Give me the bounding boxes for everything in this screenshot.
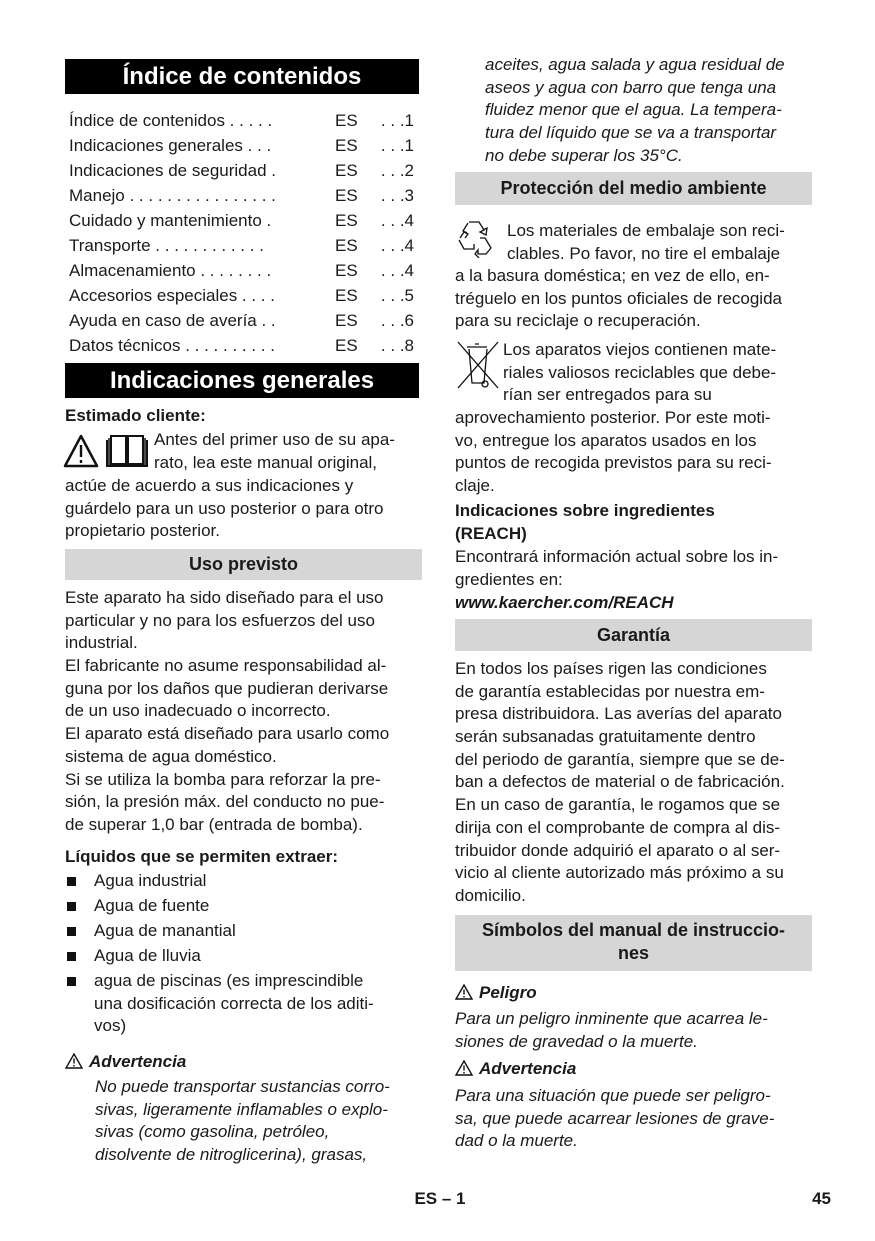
text-line: claje. [455, 476, 495, 496]
text-line: propietario posterior. [65, 521, 220, 541]
text-line: rían ser entregados para su [503, 385, 712, 405]
recycle-text [507, 220, 785, 265]
text-line: vo, entregue los aparatos usados en los [455, 430, 757, 450]
warning-triangle-icon [65, 1053, 83, 1069]
toc-entry-lang: ES [335, 161, 358, 180]
reach-heading [455, 500, 715, 545]
toc-entry-label: Manejo . . . . . . . . . . . . . . . . [69, 186, 276, 205]
toc-entry-page: . . .4 [380, 236, 414, 255]
bullet-square-icon [67, 902, 76, 911]
text-line: tribuidor donde adquirió el aparato o al ser- [455, 840, 781, 860]
text-line: actúe de acuerdo a sus indicaciones y [65, 476, 354, 495]
text-line: aprovechamiento posterior. Por este moti- [455, 408, 771, 427]
toc-entry-label: Indicaciones de seguridad . [69, 161, 276, 180]
text-line: Agua de fuente [94, 896, 210, 915]
toc-entry-label: Transporte . . . . . . . . . . . . [69, 236, 264, 255]
text-line: nes [617, 943, 650, 963]
intended-use-heading: Uso previsto [65, 549, 422, 580]
text-line: vicio al cliente autorizado más próximo a su [455, 863, 784, 883]
danger-text [455, 1008, 768, 1053]
toc-heading: Índice de contenidos [65, 59, 419, 94]
weee-text-cont [455, 407, 772, 498]
toc-entry-lang: ES [335, 261, 358, 280]
list-item [65, 970, 415, 1038]
danger-label: Peligro [479, 983, 537, 1002]
bullet-square-icon [67, 952, 76, 961]
text-line: siones de gravedad o la muerte. [455, 1031, 698, 1051]
toc-entry[interactable] [69, 283, 414, 308]
text-line: vos) [94, 1016, 127, 1036]
text-line: aceites, agua salada y agua residual de [485, 55, 785, 74]
toc-entry-page: . . .1 [380, 111, 414, 130]
general-heading: Indicaciones generales [65, 363, 419, 398]
toc-entry-lang: ES [335, 111, 358, 130]
toc-entry-label: Accesorios especiales . . . . [69, 286, 275, 305]
text-line: Agua de manantial [94, 921, 236, 940]
text-line: Este aparato ha sido diseñado para el uso [65, 588, 384, 607]
warning-manual-icons [63, 432, 151, 477]
toc-entry[interactable] [69, 133, 414, 158]
warning-triangle-icon [63, 432, 151, 472]
toc-entry[interactable] [69, 233, 414, 258]
text-line: una dosificación correcta de los aditi- [94, 993, 374, 1013]
text-line: para su reciclaje o recuperación. [455, 311, 701, 331]
text-line: industrial. [65, 633, 138, 653]
reach-link[interactable]: www.kaercher.com/REACH [455, 593, 674, 612]
text-line: Los materiales de embalaje son reci- [507, 221, 785, 240]
toc-entry-page: . . .2 [380, 161, 414, 180]
text-line: de garantía establecidas por nuestra em- [455, 681, 765, 701]
toc-entry[interactable] [69, 183, 414, 208]
toc-entry-label: Datos técnicos . . . . . . . . . . [69, 336, 275, 355]
text-line: puntos de recogida previstos para su reci- [455, 453, 772, 473]
toc-entry-lang: ES [335, 236, 358, 255]
page-number: 45 [812, 1189, 831, 1208]
text-line: Antes del primer uso de su apa- [154, 430, 395, 449]
text-line: fluidez menor que el agua. La tempera- [485, 100, 782, 120]
text-line: guárdelo para un uso posterior o para otro [65, 498, 384, 518]
warning-triangle-icon [455, 984, 473, 1000]
warning-triangle-icon [455, 1060, 473, 1076]
crossed-bin-icon [455, 339, 501, 391]
warranty-heading: Garantía [455, 619, 812, 651]
toc-entry-label: Almacenamiento . . . . . . . . [69, 261, 272, 280]
text-line: clables. Po favor, no tire el embalaje [507, 243, 781, 263]
toc-entry-lang: ES [335, 311, 358, 330]
toc-entry-page: . . .3 [380, 186, 414, 205]
environment-heading: Protección del medio ambiente [455, 172, 812, 205]
text-line: En un caso de garantía, le rogamos que se [455, 795, 781, 815]
toc-entry-page: . . .4 [380, 261, 414, 280]
bullet-square-icon [67, 927, 76, 936]
text-line: del periodo de garantía, siempre que se de- [455, 749, 785, 769]
text-line: (REACH) [455, 523, 527, 543]
text-line: sistema de agua doméstico. [65, 746, 277, 766]
recycle-icon [455, 218, 495, 258]
text-line: ban a defectos de material o de fabricación. [455, 772, 785, 792]
warning-label: Advertencia [89, 1052, 187, 1071]
text-line: guna por los daños que pudieran derivarse [65, 678, 389, 698]
text-line: de superar 1,0 bar (entrada de bomba). [65, 814, 363, 834]
text-line: rato, lea este manual original, [154, 452, 378, 472]
toc-entry[interactable] [69, 308, 414, 333]
intended-use-text [65, 587, 389, 837]
toc-entry-lang: ES [335, 186, 358, 205]
reach-text [455, 546, 778, 591]
symbols-warning-label: Advertencia [479, 1059, 577, 1078]
toc-entry-lang: ES [335, 211, 358, 230]
toc-entry-label: Cuidado y mantenimiento . [69, 211, 272, 230]
list-item [65, 870, 415, 893]
intro-text [154, 429, 395, 474]
warning-text-cont [485, 54, 785, 167]
text-line: tréguelo en los puntos oficiales de recogida [455, 288, 782, 308]
text-line: Encontrará información actual sobre los in- [455, 547, 779, 566]
text-line: gredientes en: [455, 569, 563, 589]
list-item [65, 895, 415, 918]
intro-text-cont [65, 475, 383, 543]
warning-heading [65, 1051, 186, 1074]
toc-entry-lang: ES [335, 286, 358, 305]
text-line: dirija con el comprobante de compra al dis- [455, 817, 781, 837]
text-line: El aparato está diseñado para usarlo como [65, 724, 390, 744]
list-item [65, 920, 415, 943]
text-line: disolvente de nitroglicerina), grasas, [95, 1145, 368, 1165]
text-line: El fabricante no asume responsabilidad al- [65, 656, 387, 676]
toc-entry[interactable] [69, 333, 414, 358]
toc-entry[interactable] [69, 258, 414, 283]
text-line: riales valiosos reciclables que debe- [503, 362, 777, 382]
footer-section: ES – 1 [414, 1189, 466, 1208]
text-line: particular y no para los esfuerzos del uso [65, 610, 375, 630]
danger-heading [455, 982, 537, 1005]
text-line: En todos los países rigen las condiciones [455, 659, 767, 678]
toc-entry-page: . . .4 [380, 211, 414, 230]
text-line: tura del líquido que se va a transportar [485, 123, 777, 143]
recycle-text-cont [455, 265, 782, 333]
toc-entry[interactable] [69, 208, 414, 233]
manual-book-icon [107, 436, 147, 466]
toc-entry[interactable] [69, 158, 414, 183]
text-line: Agua de lluvia [94, 946, 201, 965]
toc-entry-page: . . .6 [380, 311, 414, 330]
text-line: no debe superar los 35°C. [485, 145, 683, 165]
toc-entry-label: Índice de contenidos . . . . . [69, 111, 273, 130]
list-item [65, 945, 415, 968]
greeting: Estimado cliente: [65, 406, 206, 425]
bullet-square-icon [67, 877, 76, 886]
text-line: Símbolos del manual de instruccio- [481, 920, 786, 940]
liquids-list [65, 870, 415, 1040]
text-line: Agua industrial [94, 871, 207, 890]
text-line: sivas (como gasolina, petróleo, [95, 1122, 330, 1142]
symbols-warning-heading [455, 1058, 576, 1081]
toc-entry-page: . . .5 [380, 286, 414, 305]
weee-text [503, 339, 776, 407]
text-line: presa distribuidora. Las averías del aparato [455, 704, 782, 724]
bullet-square-icon [67, 977, 76, 986]
liquids-heading: Líquidos que se permiten extraer: [65, 847, 339, 866]
toc-entry-label: Ayuda en caso de avería . . [69, 311, 276, 330]
text-line: serán subsanadas gratuitamente dentro [455, 727, 756, 747]
warning-text [95, 1076, 390, 1167]
text-line: No puede transportar sustancias corro- [95, 1077, 390, 1096]
text-line: a la basura doméstica; en vez de ello, en- [455, 266, 770, 285]
toc-entry[interactable] [69, 108, 414, 133]
text-line: Para un peligro inminente que acarrea le- [455, 1009, 768, 1028]
toc-entry-label: Indicaciones generales . . . [69, 136, 272, 155]
toc-entry-lang: ES [335, 336, 358, 355]
toc-entry-page: . . .8 [380, 336, 414, 355]
text-line: Los aparatos viejos contienen mate- [503, 340, 777, 359]
toc-entry-page: . . .1 [380, 136, 414, 155]
text-line: dad o la muerte. [455, 1131, 578, 1151]
text-line: agua de piscinas (es imprescindible [94, 971, 364, 990]
text-line: sa, que puede acarrear lesiones de grave- [455, 1108, 775, 1128]
text-line: de un uso inadecuado o incorrecto. [65, 701, 331, 721]
text-line: domicilio. [455, 885, 526, 905]
text-line: Si se utiliza la bomba para reforzar la pre- [65, 769, 381, 789]
text-line: Para una situación que puede ser peligro- [455, 1086, 771, 1105]
text-line: sivas, ligeramente inflamables o explo- [95, 1099, 388, 1119]
symbols-heading [455, 915, 812, 971]
table-of-contents [69, 108, 414, 358]
text-line: sión, la presión máx. del conducto no pue- [65, 792, 385, 812]
text-line: aseos y agua con barro que tenga una [485, 77, 777, 97]
warranty-text [455, 658, 785, 908]
toc-entry-lang: ES [335, 136, 358, 155]
symbols-warning-text [455, 1085, 774, 1153]
text-line: Indicaciones sobre ingredientes [455, 501, 715, 520]
